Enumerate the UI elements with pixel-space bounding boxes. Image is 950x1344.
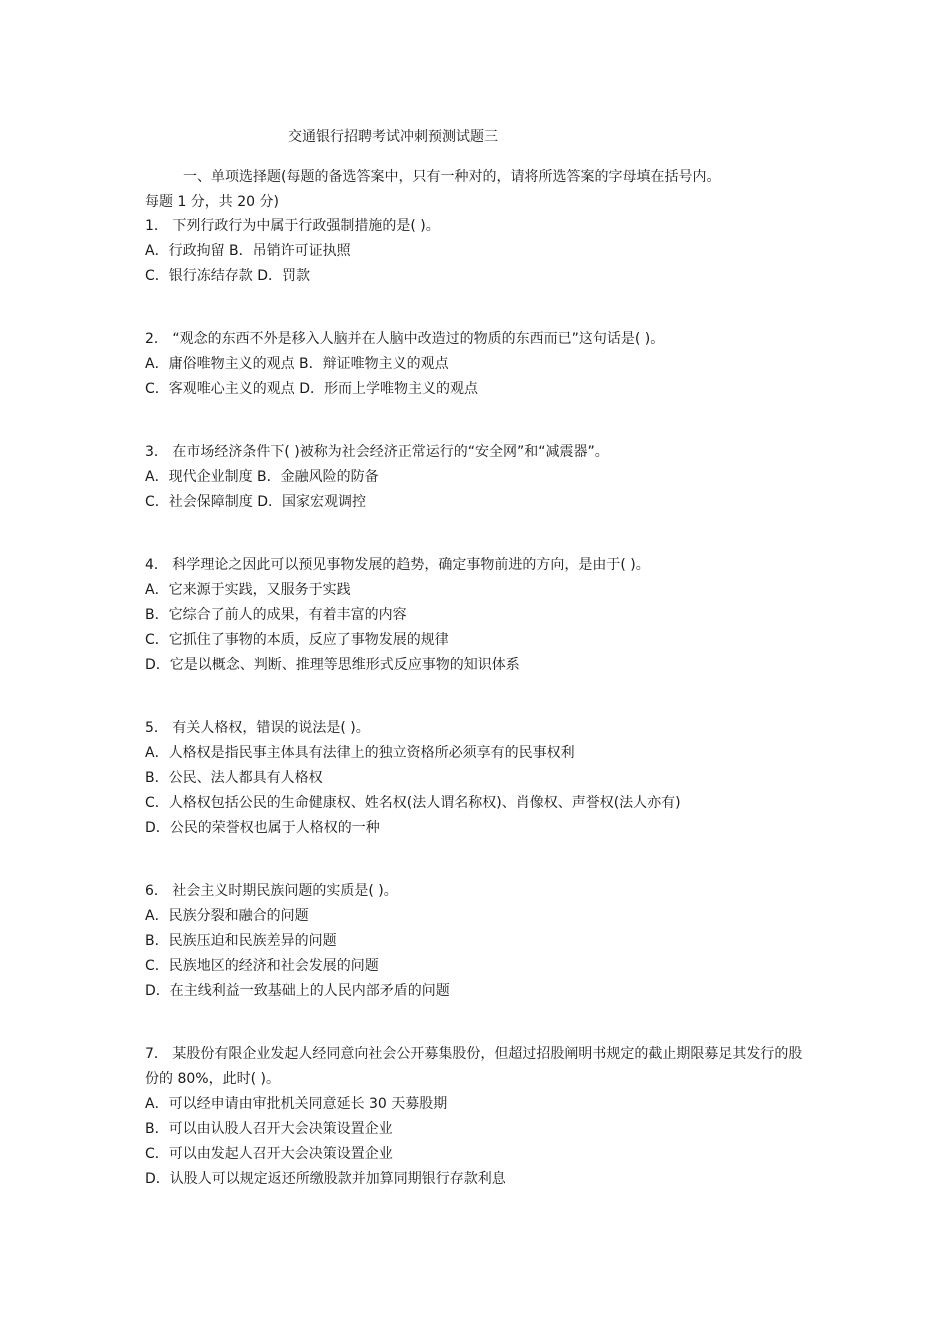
question-option-line: C．社会保障制度 D．国家宏观调控	[145, 494, 367, 510]
question-stem: 4． 科学理论之因此可以预见事物发展的趋势，确定事物前进的方向，是由于( )。	[145, 557, 650, 573]
question-option-line: C．人格权包括公民的生命健康权、姓名权(法人谓名称权)、肖像权、声誉权(法人亦有)	[145, 795, 681, 811]
section-intro-line-2: 每题 1 分，共 20 分)	[145, 194, 279, 210]
question-list	[145, 214, 815, 1192]
question-option-line: A．民族分裂和融合的问题	[145, 908, 309, 924]
document-title: 交通银行招聘考试冲刺预测试题三	[288, 129, 498, 145]
question-option-line: C．可以由发起人召开大会决策设置企业	[145, 1146, 393, 1162]
question-6	[145, 879, 815, 1004]
question-stem: 1． 下列行政行为中属于行政强制措施的是( )。	[145, 218, 440, 234]
question-option-line: D．在主线利益一致基础上的人民内部矛盾的问题	[145, 983, 450, 999]
question-option-line: B．民族压迫和民族差异的问题	[145, 933, 337, 949]
question-option-line: C．银行冻结存款 D．罚款	[145, 268, 311, 284]
question-stem: 6． 社会主义时期民族问题的实质是( )。	[145, 883, 398, 899]
question-option-line: A．可以经申请由审批机关同意延长 30 天募股期	[145, 1096, 448, 1112]
question-option-line: C．民族地区的经济和社会发展的问题	[145, 958, 379, 974]
question-stem: 3． 在市场经济条件下( )被称为社会经济正常运行的“安全网”和“减震器”。	[145, 444, 609, 460]
question-option-line: D．认股人可以规定返还所缴股款并加算同期银行存款利息	[145, 1171, 506, 1187]
question-stem: 5． 有关人格权，错误的说法是( )。	[145, 720, 370, 736]
question-1	[145, 214, 815, 289]
question-option-line: A．人格权是指民事主体具有法律上的独立资格所必须享有的民事权利	[145, 745, 575, 761]
question-7	[145, 1042, 815, 1192]
question-option-line: A．现代企业制度 B．金融风险的防备	[145, 469, 379, 485]
question-3	[145, 440, 815, 515]
question-stem: 2． “观念的东西不外是移入人脑并在人脑中改造过的物质的东西而已”这句话是( )。	[145, 331, 665, 347]
question-option-line: B．它综合了前人的成果，有着丰富的内容	[145, 607, 407, 623]
question-option-line: B．公民、法人都具有人格权	[145, 770, 323, 786]
question-stem: 7． 某股份有限企业发起人经同意向社会公开募集股份，但超过招股阐明书规定的截止期限募足其发行的股份的 80%，此时( )。	[145, 1046, 803, 1087]
question-2	[145, 327, 815, 402]
question-option-line: A．庸俗唯物主义的观点 B．辩证唯物主义的观点	[145, 356, 449, 372]
question-option-line: D．它是以概念、判断、推理等思维形式反应事物的知识体系	[145, 657, 520, 673]
section-intro	[145, 165, 810, 215]
question-option-line: D．公民的荣誉权也属于人格权的一种	[145, 820, 380, 836]
question-option-line: A．它来源于实践，又服务于实践	[145, 582, 351, 598]
section-intro-line-1: 一、单项选择题(每题的备选答案中，只有一种对的，请将所选答案的字母填在括号内。	[183, 169, 721, 185]
question-5	[145, 716, 815, 841]
question-option-line: C．它抓住了事物的本质，反应了事物发展的规律	[145, 632, 449, 648]
question-4	[145, 553, 815, 678]
question-option-line: B．可以由认股人召开大会决策设置企业	[145, 1121, 393, 1137]
question-option-line: C．客观唯心主义的观点 D．形而上学唯物主义的观点	[145, 381, 479, 397]
question-option-line: A．行政拘留 B．吊销许可证执照	[145, 243, 351, 259]
